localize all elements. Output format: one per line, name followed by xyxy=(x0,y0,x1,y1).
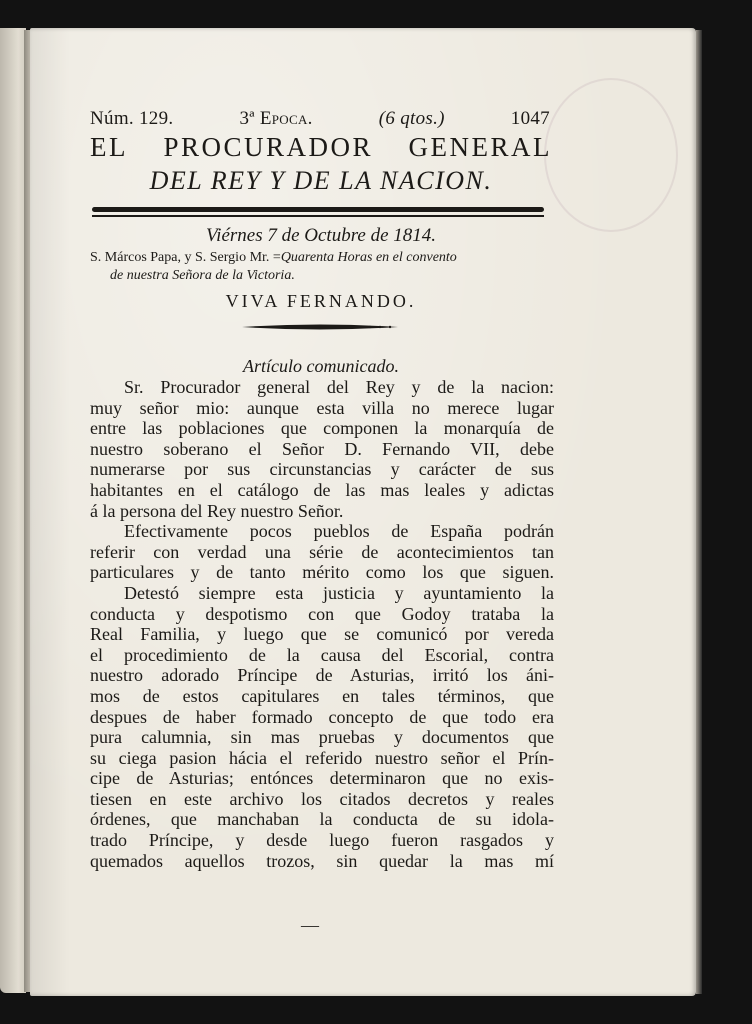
article-line: á la persona del Rey nuestro Señor. xyxy=(90,500,344,521)
facing-page-edge xyxy=(0,28,26,993)
title-word: PROCURADOR xyxy=(163,132,374,162)
ornamental-rule xyxy=(240,322,400,332)
forty-hours-note: Quarenta Horas en el convento xyxy=(280,250,457,265)
newspaper-subtitle: DEL REY Y DE LA NACION. xyxy=(149,166,493,195)
article-line: tiesen en este archivo los citados decretos y reales xyxy=(90,788,554,809)
newspaper-title xyxy=(90,132,552,163)
article-line: órdenes, que manchaban la conducta de su idola- xyxy=(90,809,554,830)
saints-text: S. Márcos Papa, y S. Sergio Mr. = xyxy=(90,250,281,265)
article-line: el procedimiento de la causa del Escorial, contra xyxy=(90,644,554,665)
issue-date: Viérnes 7 de Octubre de 1814. xyxy=(205,225,437,246)
article-line: trado Príncipe, y desde luego fueron rasgados y xyxy=(90,830,554,851)
article-line: mos de estos capitulares en tales términos, que xyxy=(90,685,554,706)
article-line: muy señor mio: aunque esta villa no merece lugar xyxy=(90,397,554,418)
page-number: 1047 xyxy=(510,108,550,129)
article-heading: Artículo comunicado. xyxy=(243,356,399,376)
article-line: Real Familia, y luego que se comunicó por vereda xyxy=(90,624,554,645)
newspaper-page xyxy=(30,28,696,996)
article-line: nuestro soberano el Señor D. Fernando VII, debe xyxy=(90,438,554,459)
title-word: GENERAL xyxy=(408,132,552,162)
article-line: Sr. Procurador general del Rey y de la nacion: xyxy=(124,377,554,397)
article-line: Detestó siempre esta justicia y ayuntamiento la xyxy=(124,582,554,603)
saints-of-day xyxy=(90,250,560,266)
article-line: particulares y de tanto mérito como los que siguen. xyxy=(90,562,554,583)
article-line: habitantes en el catálogo de las mas leales y adictas xyxy=(90,479,554,500)
article-line: su ciega pasion hácia el referido nuestro señor el Prín- xyxy=(90,747,554,768)
article-line: referir con verdad una série de acontecimientos tan xyxy=(90,541,554,562)
price-label: (6 qtos.) xyxy=(378,108,445,129)
motto: VIVA FERNANDO. xyxy=(225,291,417,311)
article-line: Efectivamente pocos pueblos de España podrán xyxy=(124,521,554,542)
masthead-rule-thick xyxy=(92,207,544,212)
article-line: despues de haber formado concepto de que todo era xyxy=(90,706,554,727)
catchword: — xyxy=(301,915,319,935)
stamp-bleed-through xyxy=(544,78,678,232)
article-line: nuestro adorado Príncipe de Asturias, irritó los áni- xyxy=(90,665,554,686)
epoch-label: 3ª Epoca. xyxy=(239,108,313,129)
article-line: quemados aquellos trozos, sin quedar la mas mí xyxy=(90,850,554,871)
saints-continuation: de nuestra Señora de la Victoria. xyxy=(110,268,295,283)
article-line: conducta y despotismo con que Godoy trataba la xyxy=(90,603,554,624)
page-edge-shadow xyxy=(696,30,702,994)
article-line: pura calumnia, sin mas pruebas y documentos que xyxy=(90,727,554,748)
masthead-rule-thin xyxy=(92,215,544,217)
title-word: EL xyxy=(90,132,128,162)
masthead-info-row xyxy=(90,108,550,130)
article-line: entre las poblaciones que componen la monarquía de xyxy=(90,418,554,439)
article-line: cipe de Asturias; entónces determinaron que no exis- xyxy=(90,768,554,789)
issue-number: Núm. 129. xyxy=(90,108,174,129)
article-body xyxy=(90,377,554,871)
article-line: numerarse por sus circunstancias y carácter de sus xyxy=(90,459,554,480)
